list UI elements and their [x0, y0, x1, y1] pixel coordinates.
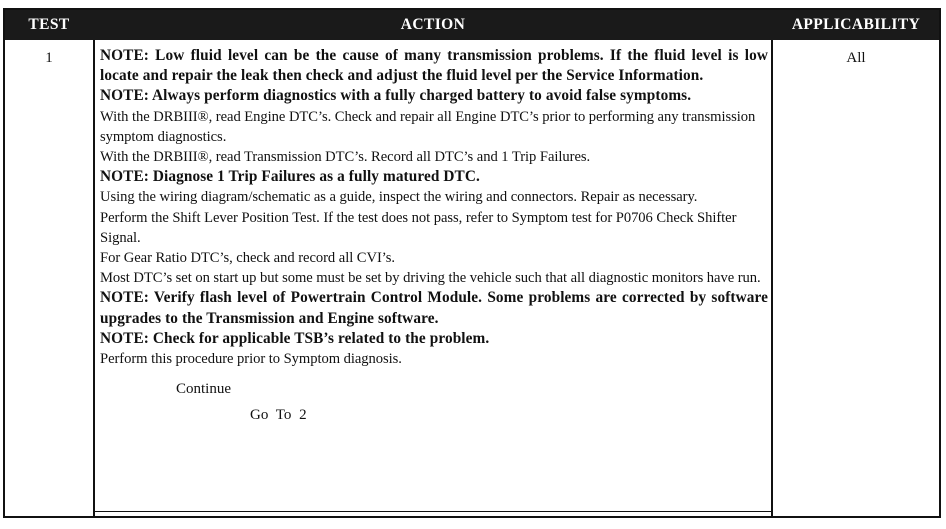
header-test: TEST — [28, 16, 70, 33]
column-divider-2 — [771, 40, 773, 516]
note-paragraph: NOTE: Low fluid level can be the cause of many transmission problems. If the fluid level is low locate and repair the leak then check and adjust the fluid level per the Service Information. — [100, 47, 768, 85]
header-action: ACTION — [400, 16, 466, 33]
continue-label: Continue — [176, 381, 231, 398]
action-cell-bottom-rule — [93, 511, 773, 513]
column-divider-1 — [93, 40, 95, 516]
instruction-paragraph: Perform this procedure prior to Symptom diagnosis. — [100, 351, 402, 368]
instruction-paragraph: Most DTC’s set on start up but some must be set by driving the vehicle such that all diagnostic monitors have run. — [100, 270, 761, 287]
instruction-paragraph: With the DRBIII®, read Transmission DTC’s. Record all DTC’s and 1 Trip Failures. — [100, 149, 591, 166]
instruction-paragraph: For Gear Ratio DTC’s, check and record all CVI’s. — [100, 250, 396, 267]
action-cell — [100, 46, 768, 425]
header-applicability: APPLICABILITY — [791, 16, 921, 33]
note-paragraph: NOTE: Check for applicable TSB’s related to the problem. — [100, 329, 490, 347]
note-paragraph: NOTE: Diagnose 1 Trip Failures as a fully matured DTC. — [100, 168, 480, 186]
applicability-value: All — [846, 50, 866, 66]
diagnostic-test-table — [3, 8, 941, 518]
instruction-paragraph: With the DRBIII®, read Engine DTC’s. Check and repair all Engine DTC’s prior to performing any transmission symptom diagnostics. — [100, 108, 756, 145]
go-to-step: Go To 2 — [250, 407, 307, 424]
table-header-row — [5, 10, 939, 40]
note-paragraph: NOTE: Verify flash level of Powertrain Control Module. Some problems are corrected by software upgrades to the Transmission and Engine software. — [100, 289, 768, 327]
instruction-paragraph: Using the wiring diagram/schematic as a guide, inspect the wiring and connectors. Repair as necessary. — [100, 189, 698, 206]
test-number: 1 — [45, 50, 53, 66]
note-paragraph: NOTE: Always perform diagnostics with a fully charged battery to avoid false symptoms. — [100, 87, 692, 105]
instruction-paragraph: Perform the Shift Lever Position Test. If the test does not pass, refer to Symptom test for P0706 Check Shifter Signal. — [100, 209, 737, 246]
